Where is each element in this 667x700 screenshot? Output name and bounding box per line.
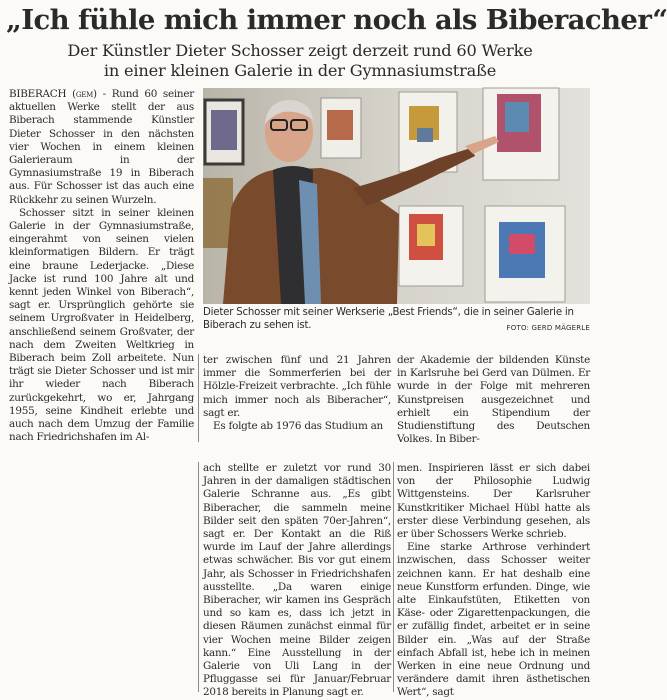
paragraph: [9, 88, 194, 207]
column-divider: [198, 462, 199, 692]
headline: „Ich fühle mich immer noch als Biberacher“: [6, 4, 667, 36]
paragraph: Eine starke Arthrose verhindert inzwischen, dass Schosser weiter zeichnen kann. Er hat deshalb eine neue Kunstform erfunden. Dinge, wie alte Einkaufstüten, Etiketten von Käse- oder Zigarettenpackungen, die er zufällig findet, arbeitet er in seine Bilder ein. „Was auf der Straße einfach Abfall ist, hebe ich in meinen Werken in eine neue Ordnung und verändere damit ihren ästhetischen Wert“, sagt: [397, 541, 590, 699]
dateline: BIBERACH (gem): [9, 88, 97, 100]
paragraph: ter zwischen fünf und 21 Jahren immer die Sommerferien bei der Hölzle-Freizeit verbrachte. „Ich fühle mich immer noch als Biberacher“, sagt er.: [203, 354, 391, 419]
article-column-4: [203, 462, 391, 700]
photo-credit: FOTO: GERD MÄGERLE: [506, 324, 590, 332]
article-column-5: [397, 462, 590, 700]
article-column-3: [397, 354, 590, 446]
subheadline-line-1: Der Künstler Dieter Schosser zeigt derzeit rund 60 Werke: [67, 41, 533, 60]
subheadline-line-2: in einer kleinen Galerie in der Gymnasiumstraße: [103, 61, 497, 80]
paragraph: ach stellte er zuletzt vor rund 30 Jahren in der damaligen städtischen Galerie Schranne aus. „Es gibt Biberacher, die sammeln meine Bilder seit den späten 70er-Jahren“, sagt er. Der Kontakt an die Riß wurde im Lauf der Jahre allerdings etwas schwächer. Bis vor gut einem Jahr, als Schosser in Friedrichshafen ausstellte. „Da waren einige Biberacher, wir kamen ins Gespräch und so kam es, dass ich jetzt in diesen Räumen zunächst einmal für vier Wochen meine Bilder zeigen kann.“ Eine Ausstellung in der Galerie von Uli Lang in der Pfluggasse sei für Januar/Februar 2018 bereits in Planung sagt er.: [203, 462, 391, 699]
paragraph: Es folgte ab 1976 das Studium an: [213, 420, 383, 433]
article-photo: [203, 88, 590, 304]
column-divider: [393, 462, 394, 692]
article-column-1: [9, 88, 194, 444]
paragraph: Schosser sitzt in seiner kleinen Galerie in der Gymnasiumstraße, eingerahmt von seinen vielen kleinformatigen Bildern. Er trägt eine braune Lederjacke. „Diese Jacke ist rund 100 Jahre alt und kennt jeden Winkel von Biberach“, sagt er. Ursprünglich gehörte sie seinem Urgroßvater in Heidelberg, anschließend seinem Großvater, der nach dem Zweiten Weltkrieg in Biberach beim Zoll arbeitete. Nun trägt sie Dieter Schosser und ist mir ihr wieder nach Biberach zurückgekehrt, wo er, Jahrgang 1955, seine Kindheit erlebte und auch nach dem Umzug der Familie nach Friedrichshafen im Al-: [9, 206, 194, 444]
subheadline: [0, 41, 600, 81]
paragraph: der Akademie der bildenden Künste in Karlsruhe bei Gerd van Dülmen. Er wurde in der Folge mit mehreren Kunstpreisen ausgezeichnet und erhielt ein Stipendium der Studienstiftung des Deutschen Volkes. In Biber-: [397, 354, 590, 446]
article-column-2: [203, 354, 391, 433]
paragraph: men. Inspirieren lässt er sich dabei von der Philosophie Ludwig Wittgensteins. Der Karlsruher Kunstkritiker Michael Hübl hatte als erster diese Verbindung gesehen, als er über Schossers Werke schrieb.: [397, 462, 590, 541]
column-divider: [198, 354, 199, 442]
lead-text: - Rund 60 seiner aktuellen Werke stellt der aus Biberach stammende Künstler Dieter Schosser in den nächsten vier Wochen in einem kleinen Galerieraum in der Gymnasiumstraße 19 in Biberach aus. Für Schosser ist das auch eine Rückkehr zu seinen Wurzeln.: [9, 88, 194, 206]
photo-artist-with-artworks: [203, 88, 590, 304]
photo-caption: Dieter Schosser mit seiner Werkserie „Best Friends“, die in seiner Galerie in Biberach zu sehen ist.: [203, 307, 574, 331]
